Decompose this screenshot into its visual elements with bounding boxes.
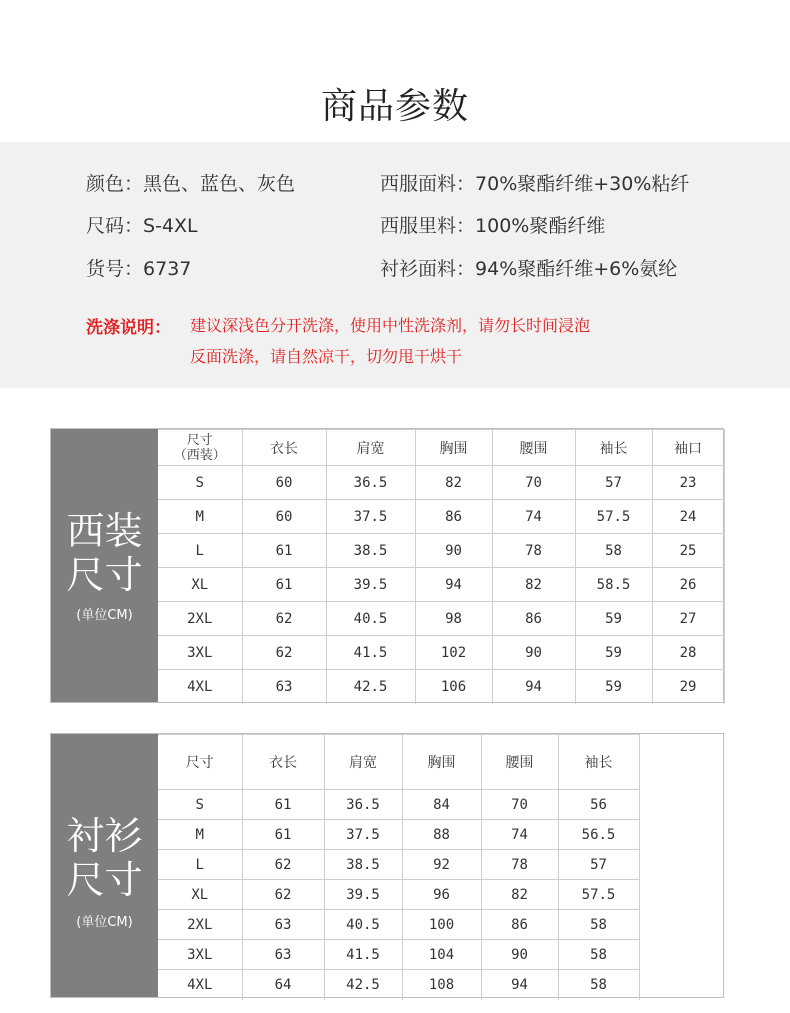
column-header: 腰围 [481, 735, 558, 790]
size-cell: 4XL [158, 670, 242, 704]
column-header: 腰围 [492, 430, 575, 466]
table-row [158, 670, 724, 704]
suit_table-header-row [158, 430, 724, 466]
value-cell: 82 [481, 880, 558, 910]
value-cell: 57 [558, 850, 639, 880]
params-panel [0, 142, 790, 388]
value-cell: 42.5 [324, 970, 402, 1000]
table-row [158, 790, 639, 820]
value-cell: 90 [492, 636, 575, 670]
value-cell: 39.5 [326, 568, 415, 602]
value-cell: 70 [481, 790, 558, 820]
param-suit-fabric-value: 70%聚酯纤维+30%粘纤 [475, 173, 690, 195]
table-row [158, 880, 639, 910]
value-cell: 63 [242, 940, 324, 970]
value-cell: 106 [415, 670, 492, 704]
suit-side-unit: (单位CM) [76, 608, 133, 623]
value-cell: 86 [481, 910, 558, 940]
shirt-table-side-label [51, 734, 158, 997]
value-cell: 25 [652, 534, 724, 568]
table-row [158, 500, 724, 534]
table-row [158, 636, 724, 670]
value-cell: 88 [402, 820, 481, 850]
table-row [158, 940, 639, 970]
value-cell: 41.5 [324, 940, 402, 970]
size-cell: S [158, 466, 242, 500]
param-size-label: 尺码： [86, 215, 144, 237]
value-cell: 57.5 [558, 880, 639, 910]
column-header: 衣长 [242, 430, 326, 466]
value-cell: 59 [575, 602, 652, 636]
value-cell: 92 [402, 850, 481, 880]
value-cell: 29 [652, 670, 724, 704]
column-header: 衣长 [242, 735, 324, 790]
value-cell: 42.5 [326, 670, 415, 704]
table-row [158, 850, 639, 880]
suit-grid [158, 429, 725, 704]
param-color [86, 169, 295, 196]
shirt-side-line2: 尺寸 [66, 858, 143, 902]
value-cell: 59 [575, 636, 652, 670]
column-header: 肩宽 [326, 430, 415, 466]
size-cell: 2XL [158, 602, 242, 636]
value-cell: 86 [492, 602, 575, 636]
value-cell: 56 [558, 790, 639, 820]
size-cell: M [158, 820, 242, 850]
value-cell: 74 [481, 820, 558, 850]
param-suit-fabric [380, 169, 689, 196]
value-cell: 61 [242, 790, 324, 820]
size-cell: 3XL [158, 940, 242, 970]
shirt-size-table [50, 733, 724, 998]
table-row [158, 602, 724, 636]
value-cell: 26 [652, 568, 724, 602]
value-cell: 61 [242, 534, 326, 568]
value-cell: 63 [242, 910, 324, 940]
param-item-no-label: 货号： [86, 258, 144, 280]
value-cell: 94 [481, 970, 558, 1000]
wash-line-2: 反面洗涤，请自然凉干，切勿甩干烘干 [190, 347, 463, 366]
value-cell: 40.5 [324, 910, 402, 940]
shirt-side-unit: (单位CM) [76, 915, 133, 930]
value-cell: 62 [242, 850, 324, 880]
value-cell: 58 [558, 910, 639, 940]
value-cell: 27 [652, 602, 724, 636]
value-cell: 23 [652, 466, 724, 500]
value-cell: 38.5 [324, 850, 402, 880]
value-cell: 39.5 [324, 880, 402, 910]
value-cell: 58 [575, 534, 652, 568]
size-cell: S [158, 790, 242, 820]
wash-label: 洗涤说明： [86, 318, 171, 338]
shirt-side-line1: 衬衫 [66, 814, 143, 858]
value-cell: 90 [415, 534, 492, 568]
value-cell: 94 [415, 568, 492, 602]
param-shirt-fabric-value: 94%聚酯纤维+6%氨纶 [475, 258, 678, 280]
value-cell: 40.5 [326, 602, 415, 636]
value-cell: 74 [492, 500, 575, 534]
value-cell: 78 [481, 850, 558, 880]
value-cell: 58 [558, 970, 639, 1000]
size-cell: L [158, 850, 242, 880]
column-header: 袖长 [575, 430, 652, 466]
param-item-no [86, 254, 191, 281]
value-cell: 62 [242, 880, 324, 910]
value-cell: 104 [402, 940, 481, 970]
size-cell: XL [158, 568, 242, 602]
value-cell: 56.5 [558, 820, 639, 850]
value-cell: 37.5 [326, 500, 415, 534]
param-suit-lining-label: 西服里料： [380, 215, 476, 237]
value-cell: 58 [558, 940, 639, 970]
size-cell: L [158, 534, 242, 568]
value-cell: 28 [652, 636, 724, 670]
table-row [158, 534, 724, 568]
value-cell: 86 [415, 500, 492, 534]
param-color-label: 颜色： [86, 173, 144, 195]
value-cell: 62 [242, 602, 326, 636]
param-suit-lining [380, 211, 605, 238]
value-cell: 98 [415, 602, 492, 636]
page-title: 商品参数 [320, 86, 469, 127]
param-size [86, 211, 198, 238]
value-cell: 82 [415, 466, 492, 500]
shirt-grid [158, 734, 640, 1000]
value-cell: 78 [492, 534, 575, 568]
value-cell: 82 [492, 568, 575, 602]
column-header: 尺寸 （西装） [158, 430, 242, 466]
size-cell: M [158, 500, 242, 534]
value-cell: 100 [402, 910, 481, 940]
size-cell: XL [158, 880, 242, 910]
value-cell: 37.5 [324, 820, 402, 850]
table-row [158, 568, 724, 602]
value-cell: 70 [492, 466, 575, 500]
column-header: 袖长 [558, 735, 639, 790]
param-shirt-fabric-label: 衬衫面料： [380, 258, 476, 280]
column-header: 尺寸 [158, 735, 242, 790]
value-cell: 38.5 [326, 534, 415, 568]
column-header: 肩宽 [324, 735, 402, 790]
param-size-value: S-4XL [143, 215, 198, 237]
value-cell: 36.5 [324, 790, 402, 820]
suit-table-side-label [51, 429, 158, 702]
size-cell: 3XL [158, 636, 242, 670]
value-cell: 24 [652, 500, 724, 534]
shirt_table-header-row [158, 735, 639, 790]
value-cell: 94 [492, 670, 575, 704]
param-suit-fabric-label: 西服面料： [380, 173, 476, 195]
suit-side-line2: 尺寸 [66, 553, 143, 597]
table-row [158, 970, 639, 1000]
column-header: 胸围 [415, 430, 492, 466]
value-cell: 102 [415, 636, 492, 670]
table-row [158, 820, 639, 850]
value-cell: 60 [242, 500, 326, 534]
column-header: 胸围 [402, 735, 481, 790]
value-cell: 62 [242, 636, 326, 670]
value-cell: 60 [242, 466, 326, 500]
size-cell: 4XL [158, 970, 242, 1000]
size-cell: 2XL [158, 910, 242, 940]
value-cell: 64 [242, 970, 324, 1000]
wash-line-1: 建议深浅色分开洗涤，使用中性洗涤剂，请勿长时间浸泡 [190, 316, 591, 335]
param-item-no-value: 6737 [143, 258, 192, 280]
value-cell: 59 [575, 670, 652, 704]
value-cell: 84 [402, 790, 481, 820]
column-header: 袖口 [652, 430, 724, 466]
value-cell: 63 [242, 670, 326, 704]
value-cell: 61 [242, 568, 326, 602]
value-cell: 57 [575, 466, 652, 500]
value-cell: 96 [402, 880, 481, 910]
param-color-value: 黑色、蓝色、灰色 [143, 173, 296, 195]
value-cell: 36.5 [326, 466, 415, 500]
value-cell: 57.5 [575, 500, 652, 534]
param-shirt-fabric [380, 254, 677, 281]
value-cell: 90 [481, 940, 558, 970]
suit-size-table [50, 428, 724, 703]
value-cell: 41.5 [326, 636, 415, 670]
table-row [158, 910, 639, 940]
table-row [158, 466, 724, 500]
value-cell: 58.5 [575, 568, 652, 602]
value-cell: 61 [242, 820, 324, 850]
value-cell: 108 [402, 970, 481, 1000]
suit-side-line1: 西装 [66, 509, 143, 553]
param-suit-lining-value: 100%聚酯纤维 [475, 215, 606, 237]
